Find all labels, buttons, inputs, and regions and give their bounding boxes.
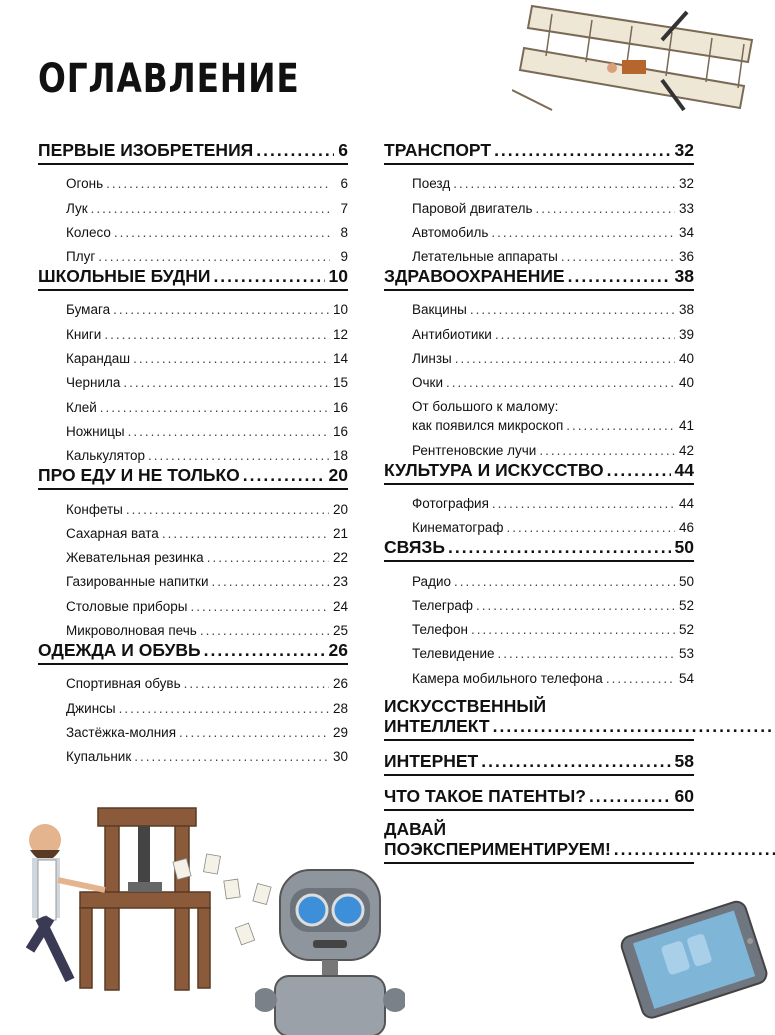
toc-item-page: 46: [678, 520, 694, 536]
toc-item-page: 54: [678, 670, 694, 686]
toc-section: [384, 460, 694, 538]
toc-section-heading[interactable]: [384, 266, 694, 291]
toc-item-label: Клей: [66, 399, 97, 415]
leader-dots: [561, 248, 675, 266]
toc-item-page: 16: [332, 423, 348, 439]
leader-dots: [104, 326, 329, 344]
leader-dots: [470, 301, 675, 319]
section-title: КУЛЬТУРА И ИСКУССТВО: [384, 459, 604, 480]
toc-section: [384, 751, 694, 776]
toc-item[interactable]: [66, 441, 348, 465]
toc-section: [38, 640, 348, 766]
toc-item-page: 34: [678, 224, 694, 240]
toc-item-page: 33: [678, 200, 694, 216]
toc-item-list: [38, 295, 348, 465]
toc-item-label: Спортивная обувь: [66, 676, 181, 692]
toc-item[interactable]: [412, 218, 694, 242]
toc-section: [384, 786, 694, 811]
leader-dots: [134, 748, 329, 766]
section-title: ЧТО ТАКОЕ ПАТЕНТЫ?: [384, 785, 586, 806]
toc-item[interactable]: [66, 693, 348, 717]
toc-item-page: 40: [678, 375, 694, 391]
toc-item-label: Антибиотики: [412, 326, 492, 342]
toc-item[interactable]: [412, 615, 694, 639]
section-title-line1: ИСКУССТВЕННЫЙ: [384, 695, 547, 716]
toc-section-heading[interactable]: [38, 140, 348, 165]
toc-item-label: Автомобиль: [412, 224, 489, 240]
toc-item-page: 15: [332, 375, 348, 391]
toc-item-page: 24: [332, 598, 348, 614]
leader-dots: [200, 622, 329, 640]
leader-dots: [476, 597, 675, 615]
toc-item[interactable]: [66, 392, 348, 416]
leader-dots: [126, 501, 329, 519]
toc-item-label: Телеграф: [412, 597, 473, 613]
leader-dots: [114, 224, 330, 242]
toc-item[interactable]: [66, 295, 348, 319]
toc-item-label: Газированные напитки: [66, 574, 209, 590]
leader-dots: [133, 350, 329, 368]
toc-item[interactable]: [412, 193, 694, 217]
toc-item-page: 52: [678, 622, 694, 638]
section-title: ПЕРВЫЕ ИЗОБРЕТЕНИЯ: [38, 140, 254, 160]
toc-section-heading[interactable]: [384, 460, 694, 485]
toc-item[interactable]: [412, 295, 694, 319]
toc-item-page: 8: [340, 224, 348, 240]
toc-item-page: 44: [678, 495, 694, 511]
toc-item-page: 23: [332, 574, 348, 590]
section-title: СВЯЗЬ: [384, 537, 445, 558]
toc-item-label: Ножницы: [66, 423, 125, 439]
toc-item-list: [384, 566, 694, 687]
toc-item-label: Очки: [412, 375, 443, 391]
toc-item-page: 42: [678, 442, 694, 458]
toc-item-page: 26: [332, 676, 348, 692]
toc-section-heading[interactable]: [384, 751, 694, 776]
toc-section-heading[interactable]: [38, 640, 348, 665]
leader-dots: [184, 675, 329, 693]
leader-dots: [491, 224, 675, 242]
toc-item-label: Калькулятор: [66, 448, 146, 464]
leader-dots: [98, 248, 330, 266]
toc-item-page: 38: [678, 302, 694, 318]
toc-section: [384, 537, 694, 687]
leader-dots: [493, 716, 775, 736]
toc-item-label: Поезд: [412, 176, 451, 192]
toc-item[interactable]: [66, 344, 348, 368]
section-page-number: 26: [328, 640, 348, 661]
leader-dots: [100, 399, 329, 417]
toc-section-heading[interactable]: [384, 819, 694, 864]
leader-dots: [453, 175, 675, 193]
leader-dots: [128, 423, 329, 441]
toc-section: [38, 266, 348, 465]
toc-section-heading[interactable]: [384, 696, 694, 741]
leader-dots: [123, 374, 329, 392]
toc-item[interactable]: [412, 435, 694, 459]
toc-item-page: 40: [678, 351, 694, 367]
toc-item-label: Застёжка-молния: [66, 724, 177, 740]
toc-item-label: Чернила: [66, 375, 121, 391]
toc-item-page: 14: [332, 351, 348, 367]
toc-item[interactable]: [66, 591, 348, 615]
toc-item[interactable]: [66, 494, 348, 518]
leader-dots: [566, 417, 675, 435]
section-page-number: 6: [338, 140, 348, 160]
toc-item-page: 28: [332, 700, 348, 716]
toc-item[interactable]: [66, 368, 348, 392]
leader-dots: [179, 724, 329, 742]
toc-item-label: Огонь: [66, 176, 104, 192]
section-title-row: [384, 839, 775, 859]
leader-dots: [495, 326, 675, 344]
toc-item-page: 9: [340, 249, 348, 265]
toc-item-label: Рентгеновские лучи: [412, 442, 537, 458]
toc-item-label: Фотография: [412, 495, 489, 511]
toc-section: [384, 140, 694, 266]
toc-section: [384, 819, 694, 864]
toc-item-page: 36: [678, 249, 694, 265]
tablet-illustration: [612, 898, 772, 1028]
toc-item-label-line2: как появился микроскоп: [412, 418, 564, 434]
section-page-number: 50: [674, 537, 694, 558]
section-title: ПРО ЕДУ И НЕ ТОЛЬКО: [38, 465, 240, 486]
toc-item[interactable]: [66, 669, 348, 693]
toc-item[interactable]: [66, 193, 348, 217]
toc-item[interactable]: [66, 218, 348, 242]
section-page-number: 10: [328, 266, 348, 287]
toc-item-label: Паровой двигатель: [412, 200, 533, 216]
section-page-number: 20: [328, 465, 348, 486]
toc-section-heading[interactable]: [38, 465, 348, 490]
leader-dots: [212, 573, 329, 591]
toc-item-label: Лук: [66, 200, 88, 216]
section-title: ИНТЕРНЕТ: [384, 750, 479, 771]
toc-item-label: Кинематограф: [412, 520, 504, 536]
toc-item-page: 50: [678, 573, 694, 589]
section-page-number: 58: [674, 750, 694, 771]
leader-dots: [162, 525, 329, 543]
airplane-illustration: [512, 0, 762, 140]
leader-dots: [243, 465, 325, 485]
leader-dots: [498, 645, 675, 663]
toc-item-label: Камера мобильного телефона: [412, 670, 603, 686]
toc-item-label: Микроволновая печь: [66, 623, 197, 639]
toc-item-page: 53: [678, 646, 694, 662]
toc-section-heading[interactable]: [384, 140, 694, 165]
toc-item-page: 16: [332, 399, 348, 415]
toc-item[interactable]: [412, 368, 694, 392]
toc-item-label-line1: От большого к малому:: [412, 399, 559, 415]
leader-dots: [446, 374, 675, 392]
section-title: ШКОЛЬНЫЕ БУДНИ: [38, 266, 211, 287]
toc-column-right: [384, 140, 694, 868]
toc-item-label: Линзы: [412, 351, 452, 367]
printing-press-illustration: [10, 800, 280, 1000]
toc-item[interactable]: [412, 513, 694, 537]
toc-item-label: Плуг: [66, 249, 96, 265]
toc-section-heading[interactable]: [384, 537, 694, 562]
toc-section-heading[interactable]: [384, 786, 694, 811]
toc-section-heading[interactable]: [38, 266, 348, 291]
section-title-line2: ИНТЕЛЛЕКТ: [384, 715, 490, 736]
toc-item-page: 12: [332, 326, 348, 342]
toc-section: [38, 465, 348, 640]
section-page-number: 60: [674, 785, 694, 806]
toc-item[interactable]: [66, 417, 348, 441]
section-title-row: [384, 716, 775, 736]
toc-item[interactable]: [66, 742, 348, 766]
toc-item[interactable]: [66, 567, 348, 591]
section-title-line1: ДАВАЙ: [384, 818, 447, 839]
toc-section: [38, 140, 348, 266]
robot-illustration: [255, 860, 405, 1035]
leader-dots: [113, 301, 329, 319]
toc-item-page: 22: [332, 550, 348, 566]
toc-item[interactable]: [412, 566, 694, 590]
toc-item-page: 10: [332, 302, 348, 318]
leader-dots: [494, 140, 670, 160]
toc-item-page: 52: [678, 597, 694, 613]
toc-item[interactable]: [412, 319, 694, 343]
toc-item-label: Телевидение: [412, 646, 495, 662]
toc-item[interactable]: [66, 242, 348, 266]
leader-dots: [539, 442, 675, 460]
toc-item-label: Книги: [66, 326, 102, 342]
section-title: ОДЕЖДА И ОБУВЬ: [38, 640, 201, 661]
toc-item-label: Карандаш: [66, 351, 131, 367]
section-title: ТРАНСПОРТ: [384, 140, 492, 160]
leader-dots: [606, 670, 675, 688]
toc-column-left: [38, 140, 348, 766]
toc-item[interactable]: [412, 639, 694, 663]
leader-dots: [119, 700, 329, 718]
toc-item[interactable]: [412, 591, 694, 615]
toc-item-label: Купальник: [66, 749, 132, 765]
toc-item-label: Радио: [412, 573, 451, 589]
toc-item-page: 7: [340, 200, 348, 216]
leader-dots: [190, 598, 328, 616]
page-title: ОГЛАВЛЕНИЕ: [38, 56, 300, 102]
toc-item-page: 29: [332, 724, 348, 740]
toc-item-list: [38, 669, 348, 766]
section-title-block: [384, 819, 775, 859]
toc-item-list: [384, 295, 694, 459]
toc-item-page: 25: [332, 623, 348, 639]
leader-dots: [91, 200, 330, 218]
toc-item-page: 41: [678, 418, 694, 434]
toc-item-label: Конфеты: [66, 501, 123, 517]
toc-item-page: 21: [332, 525, 348, 541]
toc-item-label: Джинсы: [66, 700, 116, 716]
toc-item-line2: [412, 416, 694, 435]
leader-dots: [454, 573, 675, 591]
leader-dots: [589, 786, 671, 806]
toc-item[interactable]: [412, 169, 694, 193]
toc-item[interactable]: [412, 344, 694, 368]
section-title-line2: ПОЭКСПЕРИМЕНТИРУЕМ!: [384, 838, 611, 859]
toc-item-list: [384, 169, 694, 266]
toc-item-label: Телефон: [412, 622, 469, 638]
leader-dots: [148, 447, 329, 465]
leader-dots: [535, 200, 674, 218]
toc-item-list: [38, 169, 348, 266]
toc-item-page: 20: [332, 501, 348, 517]
section-title-block: [384, 696, 775, 736]
toc-section: [384, 266, 694, 459]
toc-item-label: Вакцины: [412, 302, 467, 318]
leader-dots: [481, 751, 670, 771]
toc-item-label: Летательные аппараты: [412, 249, 558, 265]
toc-item-page: 6: [340, 176, 348, 192]
toc-item[interactable]: [412, 392, 694, 435]
toc-item-page: 32: [678, 176, 694, 192]
toc-item-label: Жевательная резинка: [66, 550, 204, 566]
leader-dots: [204, 640, 325, 660]
toc-item-list: [384, 489, 694, 538]
leader-dots: [614, 839, 775, 859]
toc-item[interactable]: [66, 616, 348, 640]
toc-item[interactable]: [66, 543, 348, 567]
toc-item[interactable]: [66, 169, 348, 193]
leader-dots: [492, 495, 675, 513]
leader-dots: [471, 621, 675, 639]
section-title: ЗДРАВООХРАНЕНИЕ: [384, 266, 565, 287]
toc-item[interactable]: [412, 489, 694, 513]
toc-item-page: 39: [678, 326, 694, 342]
toc-item-page: 30: [332, 749, 348, 765]
leader-dots: [448, 537, 671, 557]
leader-dots: [568, 266, 671, 286]
section-page-number: 38: [674, 266, 694, 287]
toc-item[interactable]: [66, 519, 348, 543]
toc-item-label: Бумага: [66, 302, 111, 318]
toc-section: [384, 696, 694, 741]
leader-dots: [506, 519, 675, 537]
toc-item[interactable]: [412, 663, 694, 687]
leader-dots: [106, 175, 330, 193]
toc-item-page: 18: [332, 448, 348, 464]
toc-item-label: Сахарная вата: [66, 525, 159, 541]
leader-dots: [256, 140, 334, 160]
toc-item[interactable]: [66, 718, 348, 742]
toc-item-list: [38, 494, 348, 640]
leader-dots: [455, 350, 675, 368]
toc-item-label: Колесо: [66, 224, 111, 240]
leader-dots: [607, 460, 671, 480]
leader-dots: [213, 266, 324, 286]
section-page-number: 32: [674, 140, 694, 160]
leader-dots: [207, 549, 329, 567]
toc-item-label: Столовые приборы: [66, 598, 188, 614]
section-page-number: 44: [674, 459, 694, 480]
toc-item[interactable]: [412, 242, 694, 266]
toc-item[interactable]: [66, 319, 348, 343]
